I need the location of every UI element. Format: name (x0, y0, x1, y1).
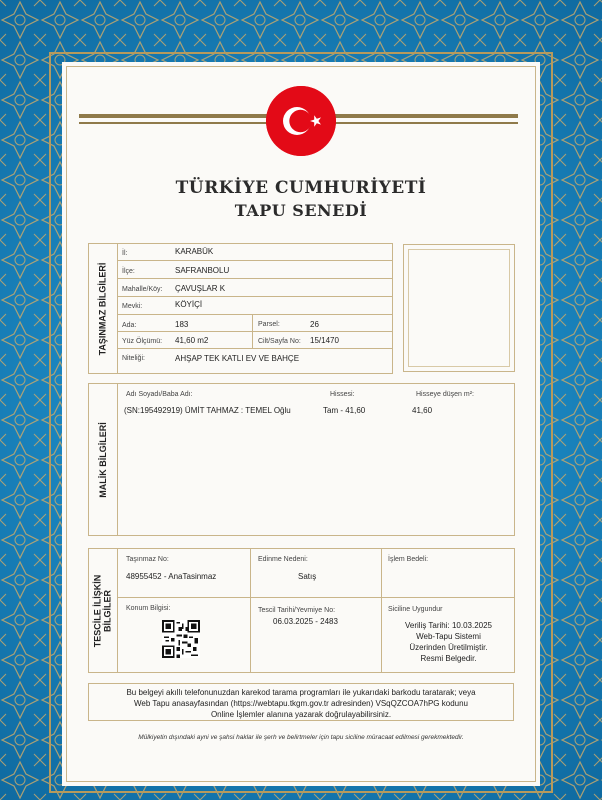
edinme-label: Edinme Nedeni: (258, 556, 308, 563)
il-label: İl: (122, 250, 128, 257)
malik-hisse-header: Hissesi: (330, 391, 355, 398)
islem-bedeli-label: İşlem Bedeli: (388, 556, 429, 563)
verify-line-1: Bu belgeyi akıllı telefonunuzdan karekod tarama programları ile yukarıdaki barkodu taratarak; veya (126, 688, 476, 697)
header-bar-left-thin (79, 122, 267, 124)
parsel-value: 26 (310, 320, 319, 329)
ada-label: Ada: (122, 322, 137, 329)
tescil-section-label: TESCİLE İLİŞKİN BİLGİLER (92, 574, 113, 647)
header-bar-right (335, 114, 518, 118)
verilis-block (382, 620, 515, 664)
turkish-flag-emblem (266, 86, 336, 156)
location-qr-code[interactable] (162, 620, 200, 658)
malik-m2-value: 41,60 (412, 406, 433, 415)
uretilmistir: Üzerinden Üretilmiştir. (409, 643, 488, 652)
mevki-value: KÖYİÇİ (175, 300, 203, 309)
malik-hisse-value: Tam - 41,60 (323, 406, 366, 415)
malik-name-header: Adı Soyadı/Baba Adı: (126, 391, 193, 398)
parsel-label: Parsel: (258, 321, 280, 328)
tescil-tarihi-label: Tescil Tarihi/Yevmiye No: (258, 607, 336, 614)
yuzolcum-value: 41,60 m2 (175, 336, 209, 345)
verilis-tarihi: Veriliş Tarihi: 10.03.2025 (404, 621, 493, 630)
property-photo-frame (403, 244, 515, 372)
mahalle-label: Mahalle/Köy: (122, 286, 163, 293)
footnote: Mülkiyetin dışındaki ayni ve şahsi haklar ile şerh ve belirtmeler için tapu siciline müracaat edilmesi gerekmektedir. (138, 734, 464, 741)
header-bar-right-thin (335, 122, 518, 124)
ilce-value: SAFRANBOLU (175, 266, 230, 275)
verification-box (88, 683, 514, 721)
yuzolcum-label: Yüz Ölçümü: (122, 338, 163, 345)
header-bar-left (79, 114, 267, 118)
verify-line-2: Web Tapu anasayfasından (https://webtapu.tkgm.gov.tr adresinden) VSqQZCOA7hPG kodunu (134, 699, 468, 708)
mevki-label: Mevki: (122, 303, 143, 310)
malik-m2-header: Hisseye düşen m²: (416, 391, 474, 398)
tasinmaz-no-label: Taşınmaz No: (126, 556, 169, 563)
document-title-type: TAPU SENEDİ (234, 201, 368, 220)
verify-line-3: Online İşlemler alanına yazarak doğrulayabilirsiniz. (210, 710, 392, 719)
ilce-label: İlçe: (122, 268, 135, 275)
tasinmaz-no-value: 48955452 - AnaTasinmaz (126, 572, 217, 581)
document-title-country: TÜRKİYE CUMHURİYETİ (175, 178, 427, 198)
ada-value: 183 (175, 320, 189, 329)
cilt-value: 15/1470 (310, 336, 339, 345)
malik-name-value: (SN:195492919) ÜMİT TAHMAZ : TEMEL Oğlu (124, 406, 291, 415)
web-tapu-sistemi: Web-Tapu Sistemi (416, 632, 481, 641)
cilt-label: Cilt/Sayfa No: (258, 338, 301, 345)
malik-section-label: MALİK BİLGİLERİ (97, 421, 108, 498)
resmi-belgedir: Resmi Belgedir. (420, 654, 477, 663)
sicil-uygundur-label: Siciline Uygundur (388, 606, 443, 613)
tasinmaz-section-label: TAŞINMAZ BİLGİLERİ (97, 262, 108, 355)
mahalle-value: ÇAVUŞLAR K (175, 284, 226, 293)
edinme-value: Satış (298, 572, 317, 581)
nitelik-label: Niteliği: (122, 355, 145, 362)
tescil-tarihi-value: 06.03.2025 - 2483 (273, 617, 338, 626)
nitelik-value: AHŞAP TEK KATLI EV VE BAHÇE (175, 354, 300, 363)
konum-label: Konum Bilgisi: (126, 605, 171, 612)
il-value: KARABÜK (175, 247, 214, 256)
